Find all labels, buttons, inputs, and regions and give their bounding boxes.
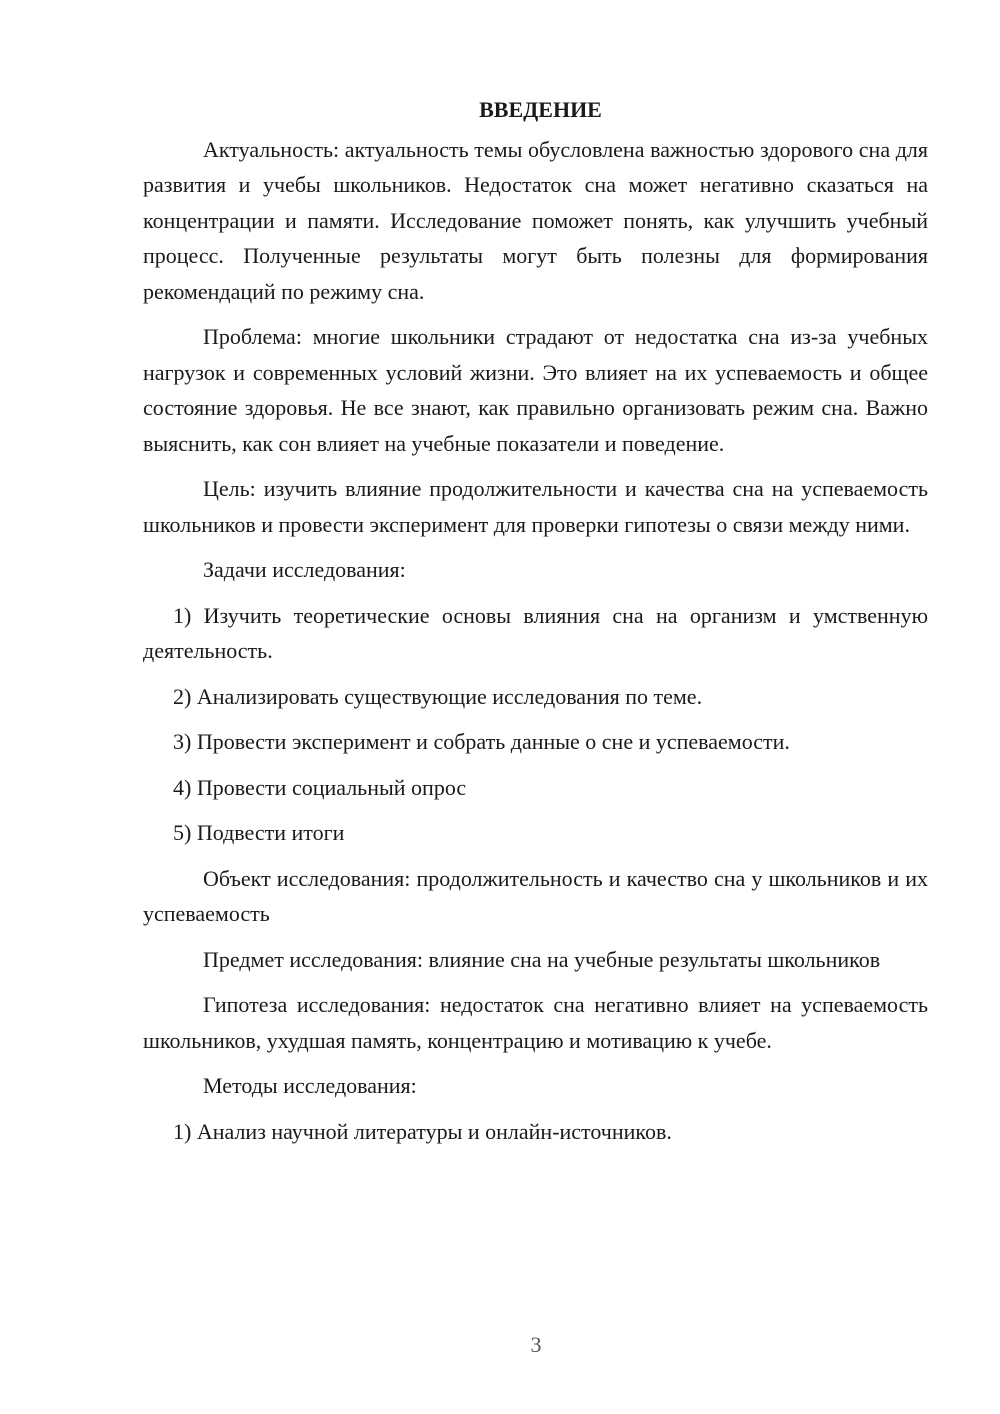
tasks-label: Задачи исследования: [203,557,406,582]
problem-paragraph: Проблема: многие школьники страдают от недостатка сна из-за учебных нагрузок и современных условий жизни. Это влияет на их успеваемость и общее состояние здоровья. Не все знают, как правильно организовать режим сна. Важно выяснить, как сон влияет на учебные показатели и поведение. [143,324,928,456]
page-number: 3 [530,1332,542,1357]
page-content [143,92,928,1159]
method-item-1: 1) Анализ научной литературы и онлайн-источников. [173,1118,672,1144]
task-item-1: 1) Изучить теоретические основы влияния сна на организм и умственную деятельность. [143,602,928,663]
task-item-4: 4) Провести социальный опрос [173,774,467,800]
object-paragraph: Объект исследования: продолжительность и качество сна у школьников и их успеваемость [143,865,928,926]
goal-paragraph: Цель: изучить влияние продолжительности и качества сна на успеваемость школьников и провести эксперимент для проверки гипотезы о связи между ними. [143,476,928,537]
relevance-paragraph: Актуальность: актуальность темы обусловлена важностью здорового сна для развития и учебы школьников. Недостаток сна может негативно сказаться на концентрации и памяти. Исследование поможет понять, как улучшить учебный процесс. Полученные результаты могут быть полезны для формирования рекомендаций по режиму сна. [143,136,928,304]
subject-paragraph: Предмет исследования: влияние сна на учебные результаты школьников [203,946,881,972]
hypothesis-paragraph: Гипотеза исследования: недостаток сна негативно влияет на успеваемость школьников, ухудшая память, концентрацию и мотивацию к учебе. [143,992,928,1053]
task-item-2: 2) Анализировать существующие исследования по теме. [173,683,703,709]
methods-label: Методы исследования: [203,1073,417,1098]
section-heading: ВВЕДЕНИЕ [479,97,602,122]
task-item-3: 3) Провести эксперимент и собрать данные о сне и успеваемости. [173,729,790,754]
task-item-5: 5) Подвести итоги [173,820,345,845]
